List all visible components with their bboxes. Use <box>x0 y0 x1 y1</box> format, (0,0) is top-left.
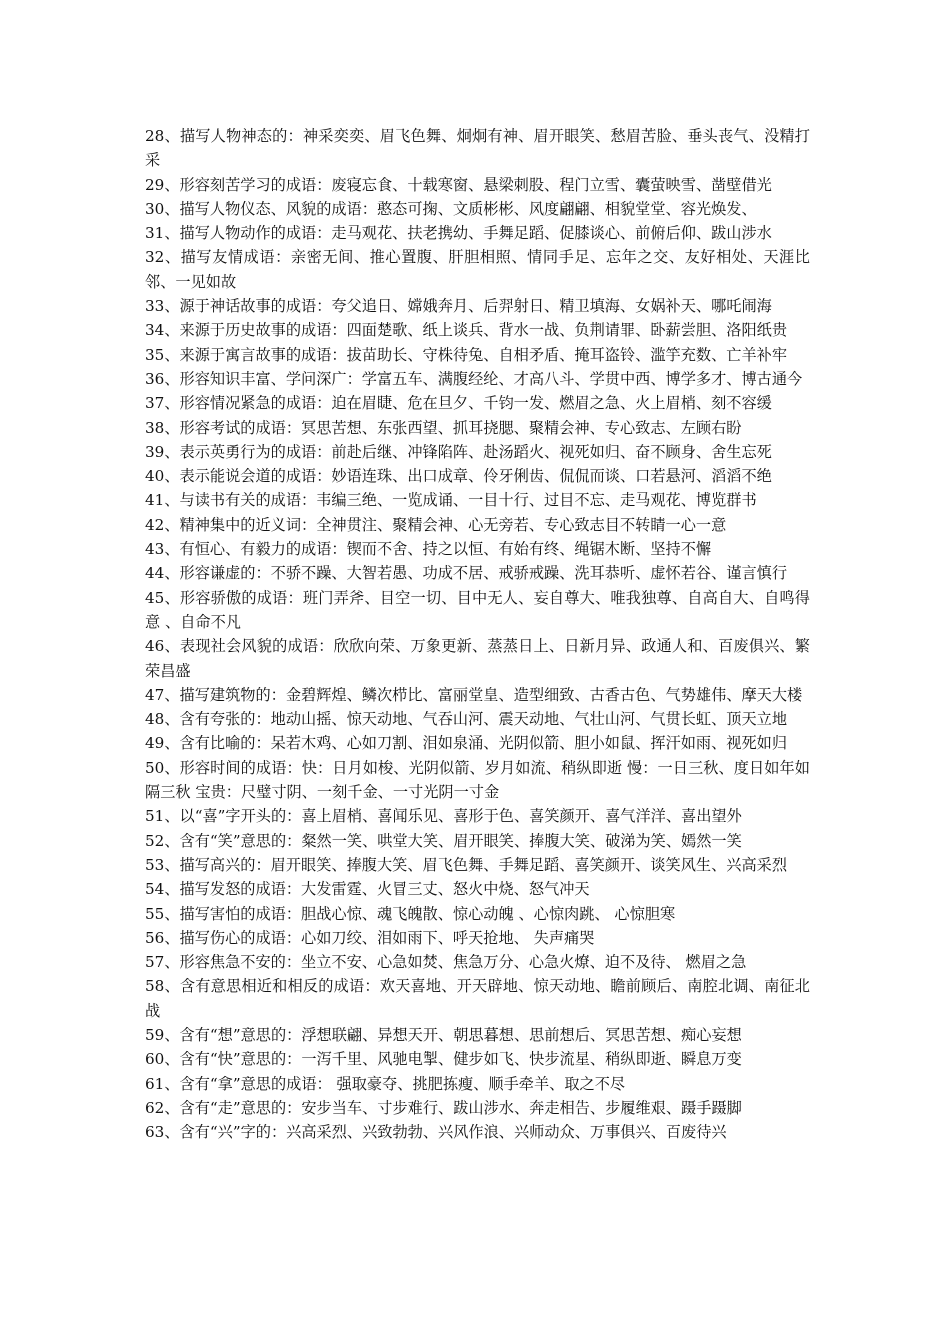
idiom-entry-30: 30、描写人物仪态、风貌的成语：憨态可掬、文质彬彬、风度翩翩、相貌堂堂、容光焕发、 <box>145 199 757 218</box>
idiom-entry-48: 48、含有夸张的：地动山摇、惊天动地、气吞山河、震天动地、气壮山河、气贯长虹、顶天立地 <box>145 710 788 729</box>
idiom-entry-29: 29、形容刻苦学习的成语：废寝忘食、十载寒窗、悬梁刺股、程门立雪、囊萤映雪、凿壁借光 <box>145 175 772 194</box>
idiom-entry-46: 46、表现社会风貌的成语：欣欣向荣、万象更新、蒸蒸日上、日新月异、政通人和、百废俱兴、繁荣昌盛 <box>145 637 810 680</box>
idiom-entry-35: 35、来源于寓言故事的成语：拔苗助长、守株待兔、自相矛盾、掩耳盗铃、滥竽充数、亡羊补牢 <box>145 345 788 364</box>
idiom-entry-52: 52、含有“笑”意思的：粲然一笑、哄堂大笑、眉开眼笑、捧腹大笑、破涕为笑、嫣然一笑 <box>145 831 742 850</box>
idiom-entry-40: 40、表示能说会道的成语：妙语连珠、出口成章、伶牙俐齿、侃侃而谈、口若悬河、滔滔不绝 <box>145 467 772 486</box>
idiom-entry-32: 32、描写友情成语：亲密无间、推心置腹、肝胆相照、情同手足、忘年之交、友好相处、天涯比邻、一见如故 <box>145 248 810 291</box>
idiom-entry-47: 47、描写建筑物的：金碧辉煌、鳞次栉比、富丽堂皇、造型细致、古香古色、气势雄伟、摩天大楼 <box>145 685 803 704</box>
idiom-entry-49: 49、含有比喻的：呆若木鸡、心如刀割、泪如泉涌、光阴似箭、胆小如鼠、挥汗如雨、视死如归 <box>145 734 788 753</box>
idiom-entry-56: 56、描写伤心的成语：心如刀绞、泪如雨下、呼天抢地、 失声痛哭 <box>145 928 595 947</box>
idiom-entry-60: 60、含有“快”意思的：一泻千里、风驰电掣、健步如飞、快步流星、稍纵即逝、瞬息万变 <box>145 1050 742 1069</box>
document-body <box>145 124 810 1144</box>
idiom-entry-41: 41、与读书有关的成语：韦编三绝、一览成诵、一目十行、过目不忘、走马观花、博览群书 <box>145 491 757 510</box>
idiom-entry-59: 59、含有“想”意思的：浮想联翩、异想天开、朝思暮想、思前想后、冥思苦想、痴心妄想 <box>145 1025 742 1044</box>
idiom-entry-54: 54、描写发怒的成语：大发雷霆、火冒三丈、怒火中烧、怒气冲天 <box>145 880 590 899</box>
idiom-entry-33: 33、源于神话故事的成语：夸父追日、嫦娥奔月、后羿射日、精卫填海、女娲补天、哪吒闹海 <box>145 297 772 316</box>
idiom-entry-34: 34、来源于历史故事的成语：四面楚歌、纸上谈兵、背水一战、负荆请罪、卧薪尝胆、洛阳纸贵 <box>145 321 788 340</box>
idiom-entry-31: 31、描写人物动作的成语：走马观花、扶老携幼、手舞足蹈、促膝谈心、前俯后仰、跋山涉水 <box>145 224 772 243</box>
idiom-entry-36: 36、形容知识丰富、学问深广：学富五车、满腹经纶、才高八斗、学贯中西、博学多才、博古通今 <box>145 369 803 388</box>
idiom-entry-45: 45、形容骄傲的成语：班门弄斧、目空一切、目中无人、妄自尊大、唯我独尊、自高自大、自鸣得意 、自命不凡 <box>145 588 810 631</box>
idiom-entry-44: 44、形容谦虚的：不骄不躁、大智若愚、功成不居、戒骄戒躁、洗耳恭听、虚怀若谷、谨言慎行 <box>145 564 788 583</box>
idiom-entry-58: 58、含有意思相近和相反的成语：欢天喜地、开天辟地、惊天动地、瞻前顾后、南腔北调、南征北战 <box>145 977 810 1020</box>
idiom-entry-43: 43、有恒心、有毅力的成语：锲而不舍、持之以恒、有始有终、绳锯木断、坚持不懈 <box>145 540 712 559</box>
idiom-entry-28: 28、描写人物神态的：神采奕奕、眉飞色舞、炯炯有神、眉开眼笑、愁眉苦脸、垂头丧气、没精打采 <box>145 127 810 170</box>
idiom-entry-62: 62、含有“走”意思的：安步当车、寸步难行、跋山涉水、奔走相告、步履维艰、蹑手蹑脚 <box>145 1098 742 1117</box>
idiom-entry-55: 55、描写害怕的成语：胆战心惊、魂飞魄散、惊心动魄 、心惊肉跳、 心惊胆寒 <box>145 904 676 923</box>
idiom-entry-61: 61、含有“拿”意思的成语： 强取豪夺、挑肥拣瘦、顺手牵羊、取之不尽 <box>145 1074 626 1093</box>
idiom-entry-57: 57、形容焦急不安的：坐立不安、心急如焚、焦急万分、心急火燎、迫不及待、 燃眉之急 <box>145 953 747 972</box>
idiom-entry-39: 39、表示英勇行为的成语：前赴后继、冲锋陷阵、赴汤蹈火、视死如归、奋不顾身、舍生忘死 <box>145 442 772 461</box>
idiom-entry-51: 51、以“喜”字开头的：喜上眉梢、喜闻乐见、喜形于色、喜笑颜开、喜气洋洋、喜出望外 <box>145 807 742 826</box>
idiom-entry-53: 53、描写高兴的：眉开眼笑、捧腹大笑、眉飞色舞、手舞足蹈、喜笑颜开、谈笑风生、兴高采烈 <box>145 855 788 874</box>
idiom-entry-50: 50、形容时间的成语：快：日月如梭、光阴似箭、岁月如流、稍纵即逝 慢：一日三秋、度日如年如隔三秋 宝贵：尺璧寸阴、一刻千金、一寸光阴一寸金 <box>145 758 810 802</box>
idiom-entry-42: 42、精神集中的近义词：全神贯注、聚精会神、心无旁若、专心致志目不转睛一心一意 <box>145 515 727 534</box>
idiom-entry-38: 38、形容考试的成语：冥思苦想、东张西望、抓耳挠腮、聚精会神、专心致志、左顾右盼 <box>145 418 742 437</box>
idiom-entry-63: 63、含有“兴”字的：兴高采烈、兴致勃勃、兴风作浪、兴师动众、万事俱兴、百废待兴 <box>145 1123 727 1142</box>
idiom-entry-37: 37、形容情况紧急的成语：迫在眉睫、危在旦夕、千钧一发、燃眉之急、火上眉梢、刻不容缓 <box>145 394 772 413</box>
